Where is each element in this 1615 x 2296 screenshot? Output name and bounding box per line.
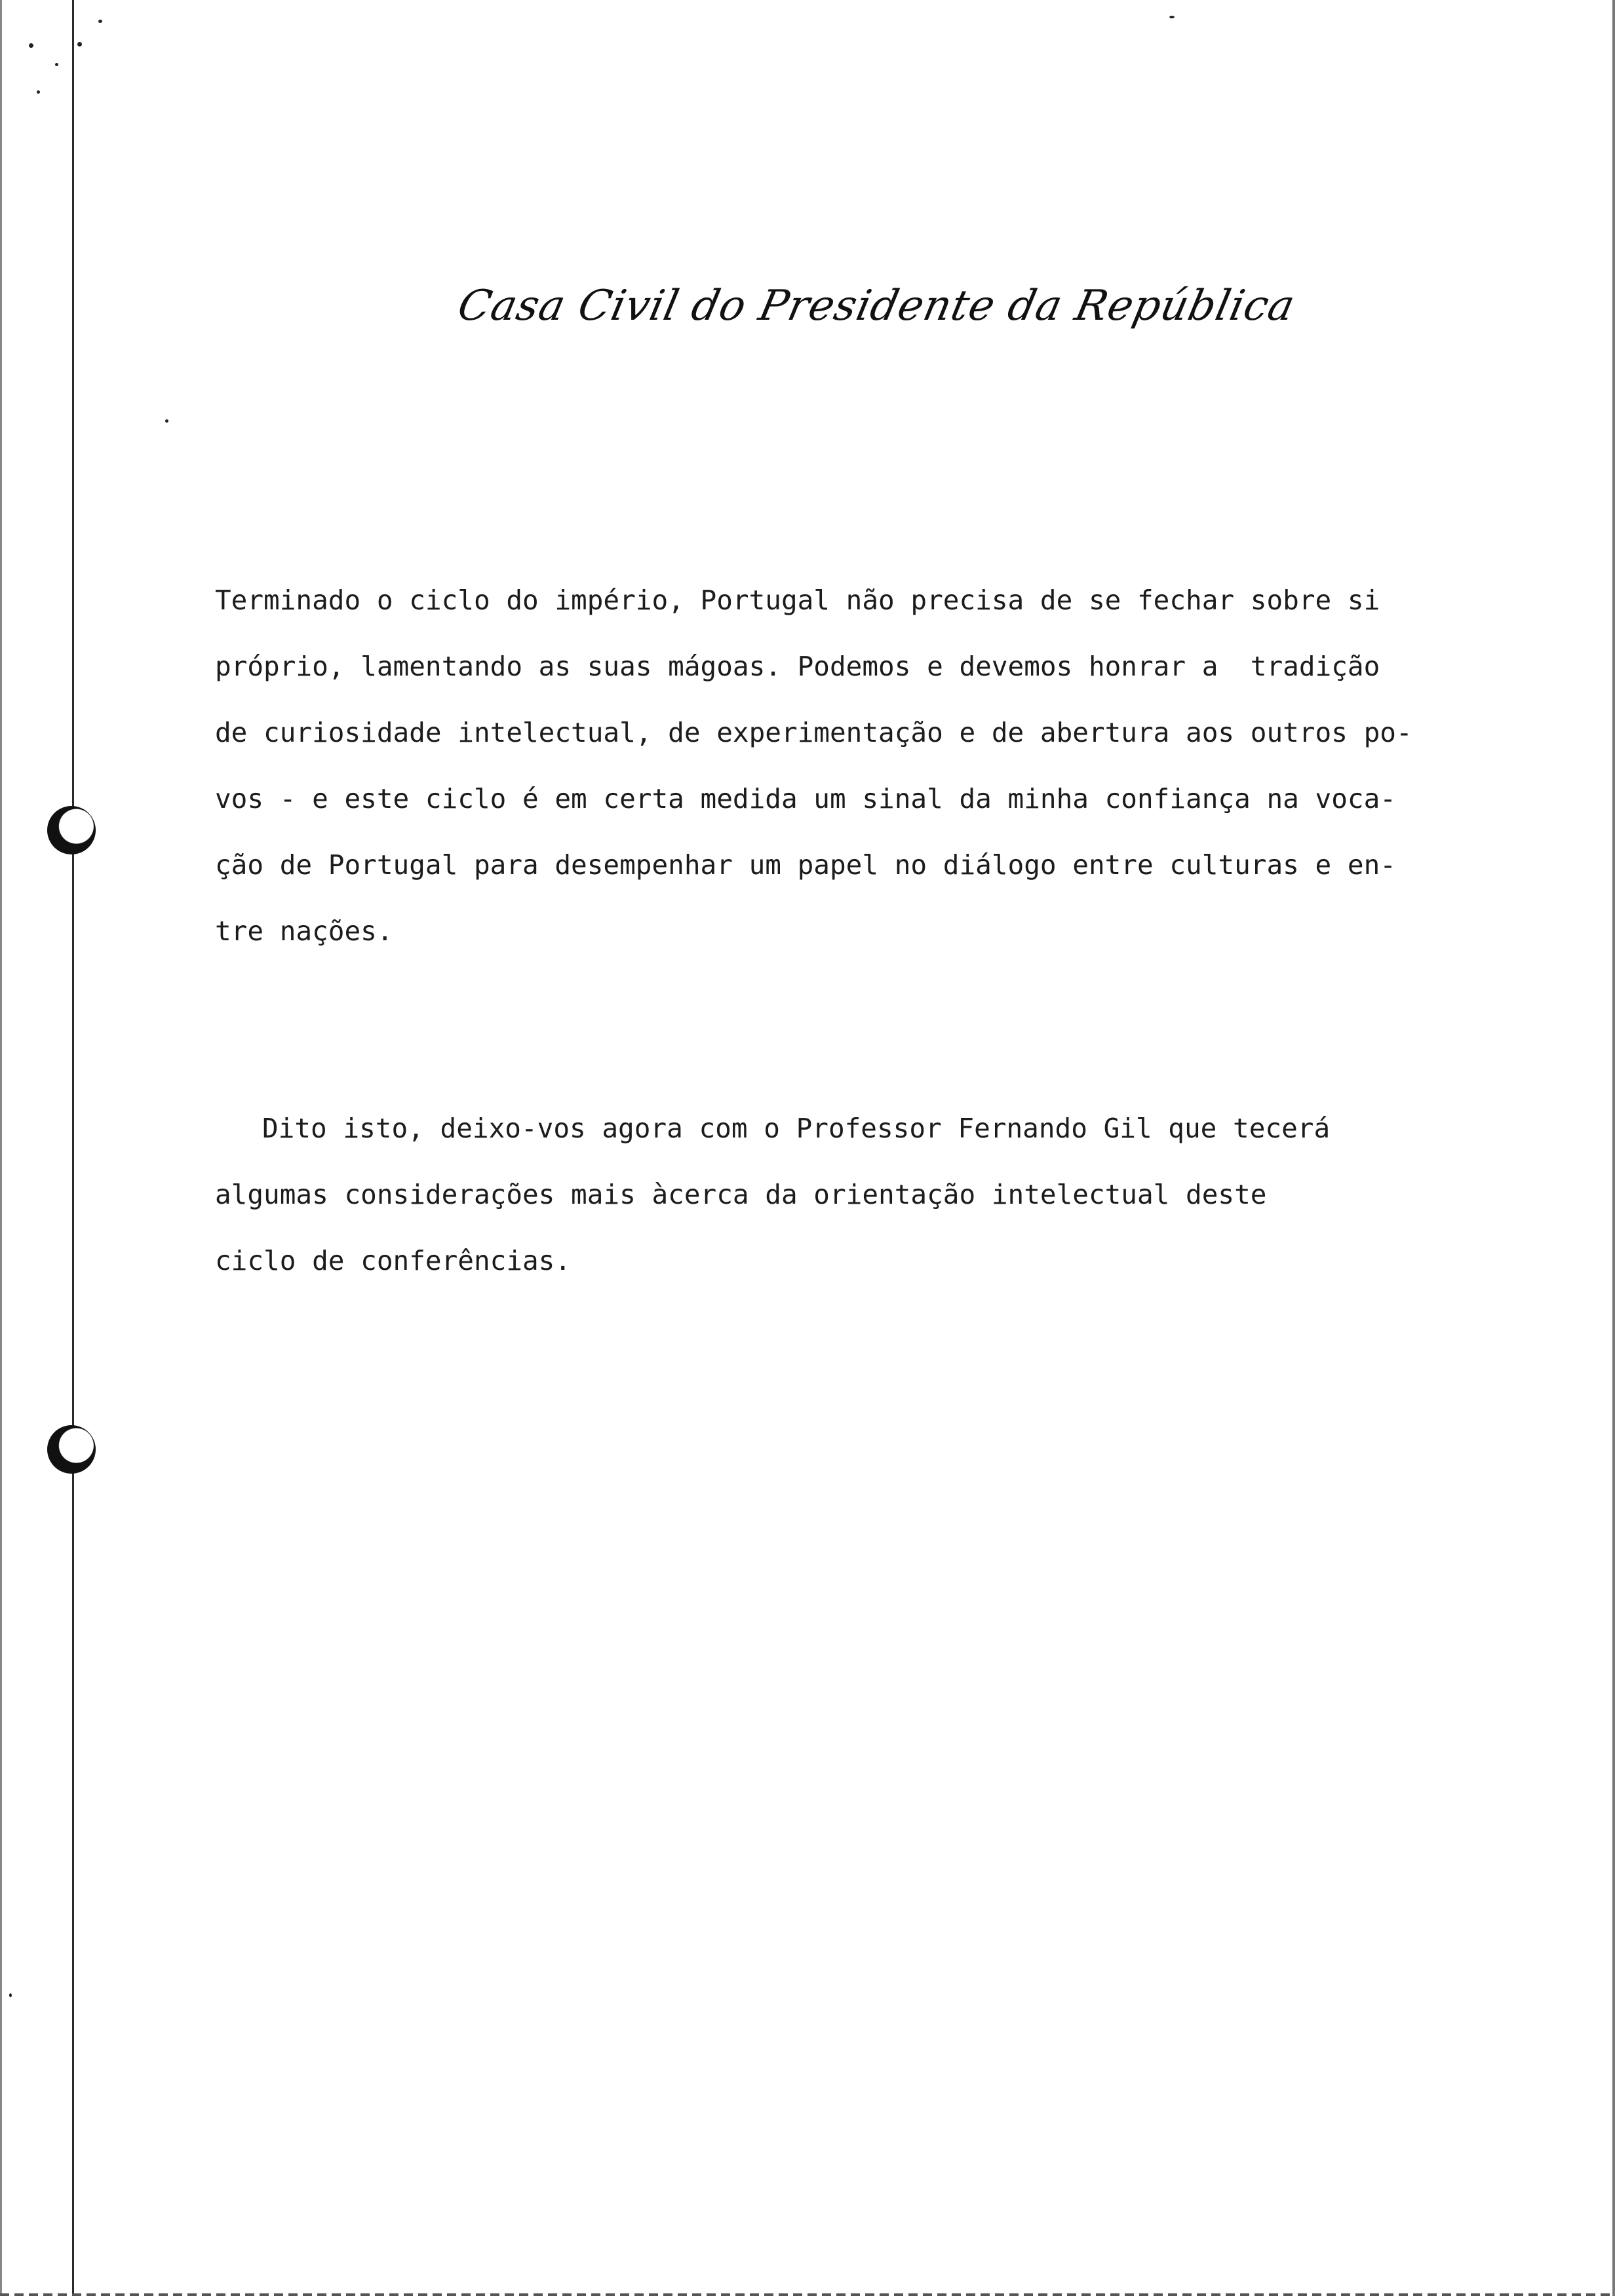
letterhead-title: Casa Civil do Presidente da República — [454, 282, 1300, 330]
text-line: ciclo de conferências. — [215, 1245, 572, 1276]
punch-hole-top — [47, 806, 96, 854]
text-line: próprio, lamentando as suas mágoas. Podemos e devemos honrar a tradição — [215, 651, 1380, 682]
margin-rule — [72, 0, 74, 2296]
text-line: ção de Portugal para desempenhar um papel no diálogo entre culturas e en- — [215, 849, 1396, 881]
scan-speck — [1169, 16, 1175, 18]
scan-speck — [165, 419, 168, 423]
text-line: tre nações. — [215, 915, 393, 947]
body-paragraph-1 — [215, 567, 1412, 965]
body-paragraph-2 — [215, 1096, 1330, 1294]
text-line: de curiosidade intelectual, de experimentação e de abertura aos outros po- — [215, 717, 1412, 748]
text-line: algumas considerações mais àcerca da orientação intelectual deste — [215, 1179, 1267, 1210]
scan-speck — [98, 20, 102, 23]
punch-hole-bottom — [47, 1425, 96, 1474]
scan-right-edge — [1612, 0, 1615, 2296]
scan-speck — [55, 63, 58, 66]
scan-speck — [37, 90, 40, 94]
text-line: Dito isto, deixo-vos agora com o Professor Fernando Gil que tecerá — [262, 1113, 1331, 1144]
scan-speck — [29, 43, 33, 48]
scan-left-edge — [0, 0, 2, 2296]
scan-speck — [9, 1993, 12, 1997]
text-line: Terminado o ciclo do império, Portugal não precisa de se fechar sobre si — [215, 584, 1380, 616]
scan-bottom-edge — [0, 2293, 1615, 2296]
text-line: vos - e este ciclo é em certa medida um sinal da minha confiança na voca- — [215, 783, 1396, 814]
scan-speck — [77, 42, 82, 47]
